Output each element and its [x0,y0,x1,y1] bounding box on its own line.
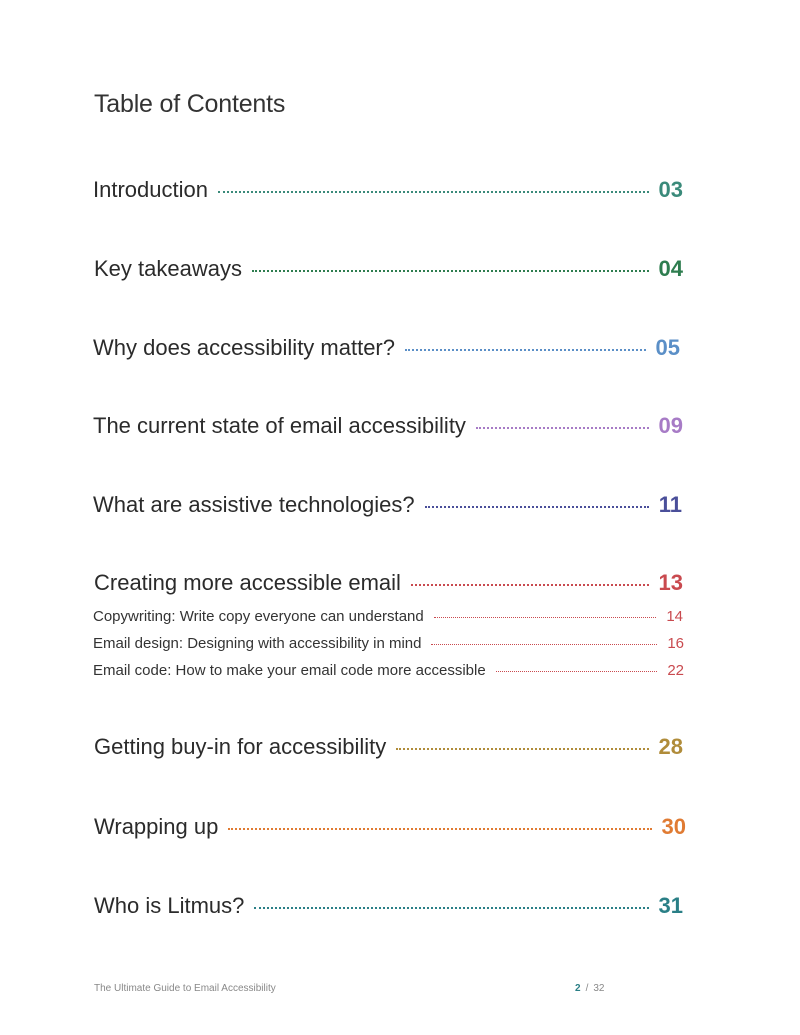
toc-entry-label: Key takeaways [94,256,242,281]
toc-page-number: 28 [658,734,683,759]
toc-subentry-page-number: 14 [666,608,683,625]
toc-subentry-page-number: 22 [667,662,684,679]
page-separator: / [585,983,589,994]
dotted-leader [396,748,648,750]
toc-entry-introduction[interactable] [93,177,683,203]
toc-entry-who-is-litmus[interactable] [94,893,683,919]
dotted-leader [431,644,657,645]
dotted-leader [434,617,657,618]
toc-subentry-copywriting[interactable] [93,608,683,625]
toc-entry-key-takeaways[interactable] [94,256,683,282]
toc-page-number: 04 [658,256,683,281]
dotted-leader [405,349,646,351]
toc-page-number: 11 [658,492,682,517]
toc-entry-label: Wrapping up [94,814,219,839]
toc-entry-assistive-technologies[interactable] [93,492,682,518]
toc-entry-label: Creating more accessible email [94,570,401,595]
toc-entry-wrapping-up[interactable] [94,814,686,840]
toc-page-number: 30 [661,814,686,839]
toc-subentry-email-code[interactable] [93,662,684,679]
toc-page-number: 03 [658,177,683,202]
toc-subentry-label: Email design: Designing with accessibility in mind [93,635,422,652]
toc-entry-buy-in[interactable] [94,734,683,760]
dotted-leader [425,506,649,508]
toc-entry-label: Introduction [93,177,208,202]
toc-subentry-label: Email code: How to make your email code more accessible [93,662,486,679]
dotted-leader [476,427,649,429]
toc-page-number: 13 [658,570,683,595]
total-page-count: 32 [593,983,605,994]
dotted-leader [218,191,649,193]
toc-entry-label: Who is Litmus? [94,893,245,918]
toc-entry-creating-accessible-email[interactable] [94,570,683,596]
toc-entry-current-state[interactable] [93,413,683,439]
toc-page-number: 09 [658,413,683,438]
toc-entry-label: The current state of email accessibility [93,413,466,438]
dotted-leader [228,828,651,830]
current-page-number: 2 [575,983,581,994]
toc-entry-label: What are assistive technologies? [93,492,415,517]
toc-entry-label: Why does accessibility matter? [93,335,395,360]
dotted-leader [252,270,649,272]
toc-subentry-label: Copywriting: Write copy everyone can understand [93,608,424,625]
toc-page-number: 05 [655,335,680,360]
toc-entry-label: Getting buy-in for accessibility [94,734,387,759]
dotted-leader [411,584,649,586]
footer-document-title: The Ultimate Guide to Email Accessibility [94,983,276,994]
toc-subentry-page-number: 16 [667,635,684,652]
toc-page-number: 31 [658,893,683,918]
page-title: Table of Contents [94,90,286,118]
dotted-leader [496,671,658,672]
toc-entry-why-accessibility-matters[interactable] [93,335,680,361]
dotted-leader [254,907,648,909]
toc-subentry-email-design[interactable] [93,635,684,652]
footer-page-indicator [575,983,604,994]
